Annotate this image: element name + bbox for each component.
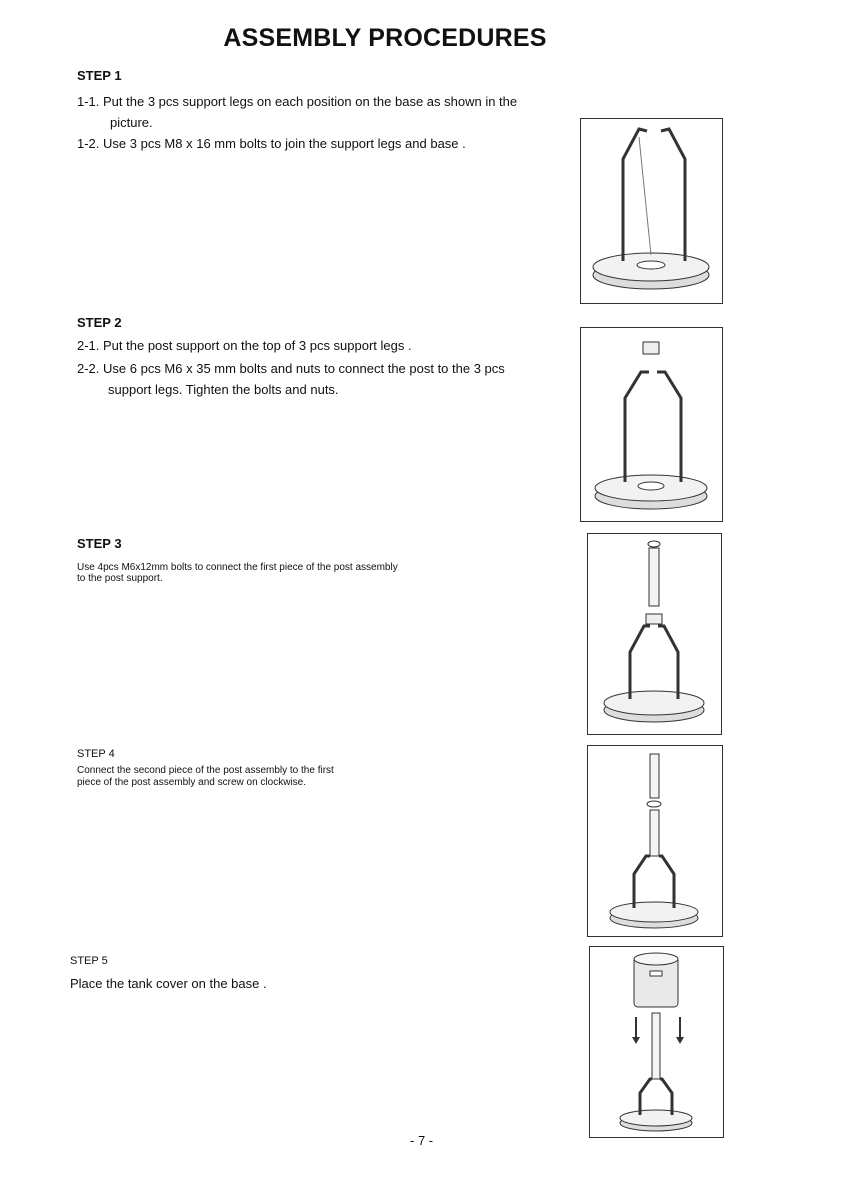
step-3-heading: STEP 3 (77, 536, 122, 551)
step-5-heading: STEP 5 (70, 955, 108, 967)
step-5-figure (589, 946, 724, 1138)
step-1-figure (580, 118, 723, 304)
step-1-line-2: picture. (110, 115, 153, 130)
step-3-figure (587, 533, 722, 735)
step-3-line-2: to the post support. (77, 573, 163, 584)
step-4-line-1: Connect the second piece of the post assembly to the first (77, 765, 334, 776)
page-title: ASSEMBLY PROCEDURES (223, 24, 547, 52)
step-5-line-1: Place the tank cover on the base . (70, 976, 267, 991)
page-number: - 7 - (410, 1133, 434, 1148)
step-2-line-1: 2-1. Put the post support on the top of 3 pcs support legs . (77, 338, 412, 353)
step-4-heading: STEP 4 (77, 748, 115, 760)
step-1-heading: STEP 1 (77, 68, 122, 83)
step-1-line-1: 1-1. Put the 3 pcs support legs on each position on the base as shown in the (77, 94, 518, 109)
step-4-line-2: piece of the post assembly and screw on clockwise. (77, 777, 306, 788)
step-2-line-3: support legs. Tighten the bolts and nuts. (108, 382, 339, 397)
step-2-figure (580, 327, 723, 522)
step-2-line-2: 2-2. Use 6 pcs M6 x 35 mm bolts and nuts to connect the post to the 3 pcs (77, 361, 505, 376)
step-4-figure (587, 745, 723, 937)
step-3-line-1: Use 4pcs M6x12mm bolts to connect the first piece of the post assembly (77, 562, 398, 573)
step-1-line-3: 1-2. Use 3 pcs M8 x 16 mm bolts to join the support legs and base . (77, 136, 466, 151)
step-2-heading: STEP 2 (77, 315, 122, 330)
